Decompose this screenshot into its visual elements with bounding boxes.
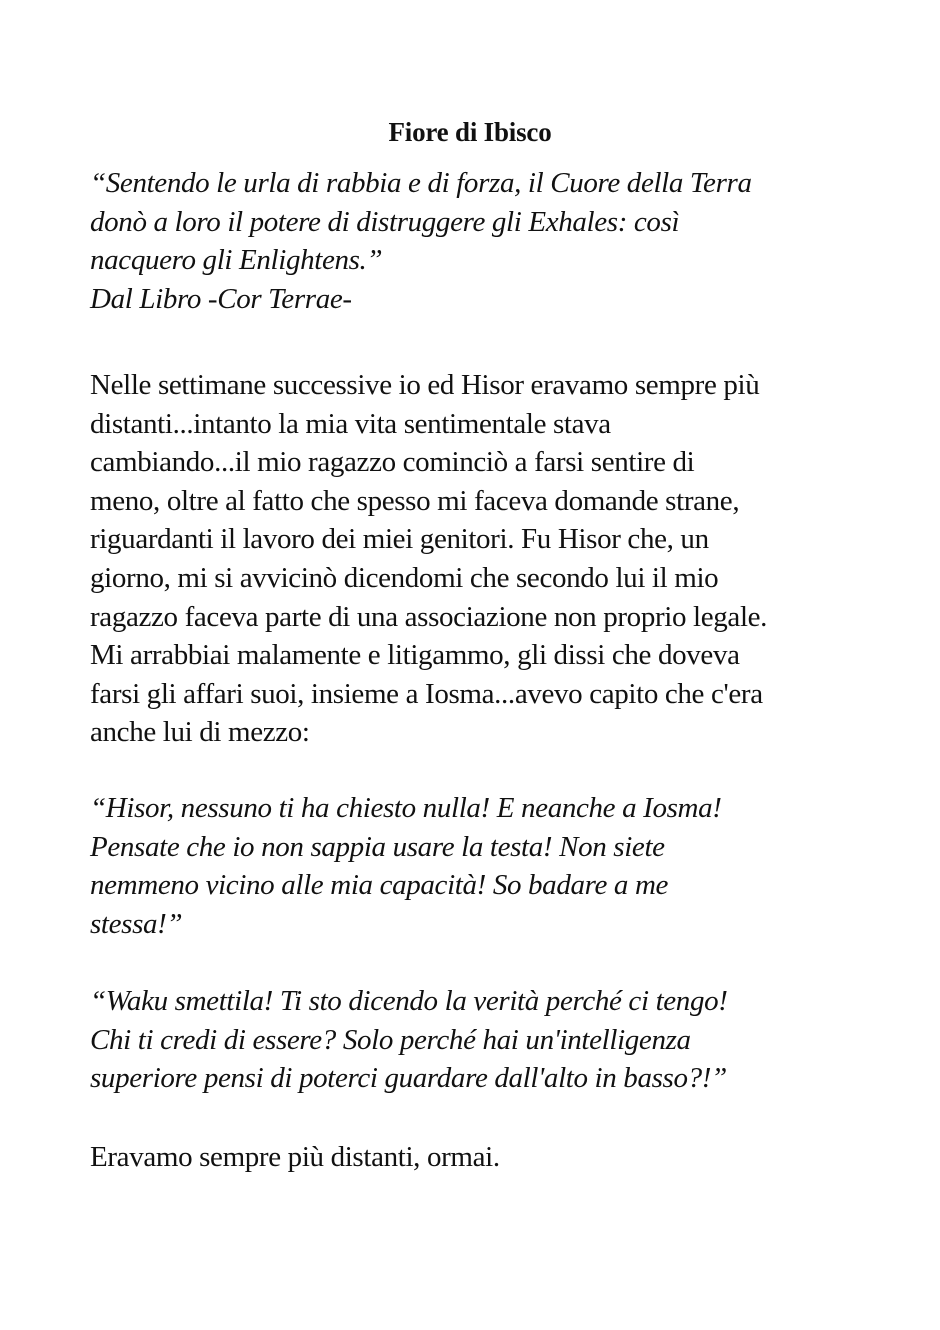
quote-line: superiore pensi di poterci guardare dall'alto in basso?!”	[90, 1062, 727, 1095]
dialogue-quote-hisor	[90, 982, 910, 1098]
quote-line: stessa!”	[90, 907, 183, 940]
quote-line: Pensate che io non sappia usare la testa! Non siete	[90, 830, 665, 863]
paragraph-line: giorno, mi si avvicinò dicendomi che secondo lui il mio	[90, 561, 719, 594]
paragraph-line: ragazzo faceva parte di una associazione non proprio legale.	[90, 600, 768, 633]
quote-line: Chi ti credi di essere? Solo perché hai un'intelligenza	[90, 1023, 691, 1056]
quote-line: “Hisor, nessuno ti ha chiesto nulla! E neanche a Iosma!	[90, 792, 722, 824]
closing-paragraph	[90, 1138, 910, 1177]
epigraph-source: Dal Libro -Cor Terrae-	[90, 282, 352, 315]
paragraph-line: meno, oltre al fatto che spesso mi faceva domande strane,	[90, 484, 740, 517]
paragraph-line: Nelle settimane successive io ed Hisor eravamo sempre più	[90, 369, 760, 401]
paragraph-line: distanti...intanto la mia vita sentimentale stava	[90, 407, 611, 440]
paragraph-line: riguardanti il lavoro dei miei genitori. Fu Hisor che, un	[90, 523, 709, 556]
narrative-paragraph	[90, 366, 910, 752]
paragraph-line: Eravamo sempre più distanti, ormai.	[90, 1141, 500, 1173]
chapter-title: Fiore di Ibisco	[388, 117, 552, 147]
quote-line: “Waku smettila! Ti sto dicendo la verità perché ci tengo!	[90, 985, 728, 1017]
epigraph-line: nacquero gli Enlightens.”	[90, 244, 383, 277]
paragraph-line: cambiando...il mio ragazzo cominciò a farsi sentire di	[90, 446, 695, 479]
paragraph-line: farsi gli affari suoi, insieme a Iosma...avevo capito che c'era	[90, 677, 763, 710]
epigraph-line: donò a loro il potere di distruggere gli Exhales: così	[90, 205, 680, 238]
dialogue-quote-waku	[90, 789, 910, 943]
paragraph-line: Mi arrabbiai malamente e litigammo, gli dissi che doveva	[90, 639, 740, 672]
epigraph-line: “Sentendo le urla di rabbia e di forza, il Cuore della Terra	[90, 167, 752, 199]
epigraph	[90, 164, 910, 318]
quote-line: nemmeno vicino alle mia capacità! So badare a me	[90, 869, 669, 902]
paragraph-line: anche lui di mezzo:	[90, 716, 310, 749]
